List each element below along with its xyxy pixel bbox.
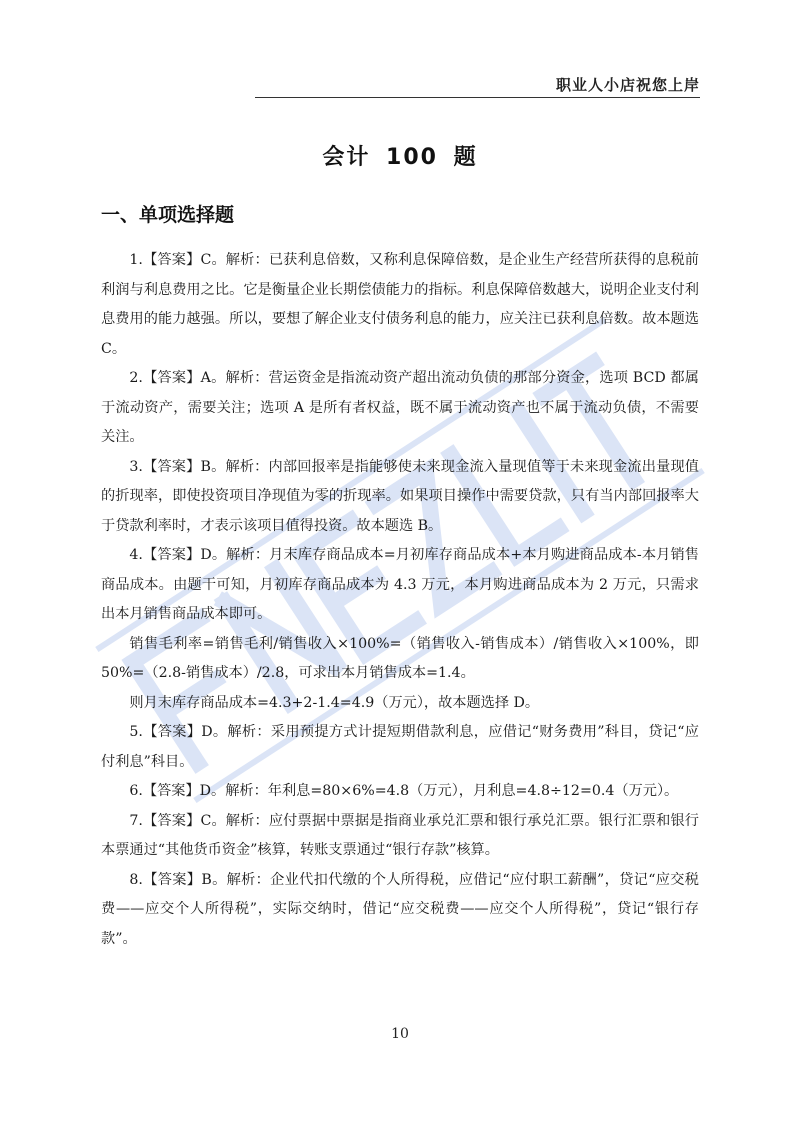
answer-paragraph-4: 4.【答案】D。解析：月末库存商品成本=月初库存商品成本+本月购进商品成本-本月销售商品成本。由题干可知，月初库存商品成本为 4.3 万元，本月购进商品成本为 2 万元，只需求出本月销售商品成本即可。 xyxy=(101,547,699,622)
header-rule xyxy=(255,97,700,98)
document-title: 会计 100 题 xyxy=(322,145,478,170)
answer-paragraph-4-formula: 销售毛利率=销售毛利/销售收入×100%=（销售收入-销售成本）/销售收入×100%，即 50%=（2.8-销售成本）/2.8，可求出本月销售成本=1.4。 xyxy=(101,635,699,681)
answer-paragraph-4-conclusion: 则月末库存商品成本=4.3+2-1.4=4.9（万元），故本题选择 D。 xyxy=(129,694,540,711)
answer-content xyxy=(101,246,699,954)
answer-paragraph-8: 8.【答案】B。解析：企业代扣代缴的个人所得税，应借记“应付职工薪酬”，贷记“应交税费——应交个人所得税”，实际交纳时，借记“应交税费——应交个人所得税”，贷记“银行存款”。 xyxy=(101,871,699,947)
answer-paragraph-3: 3.【答案】B。解析：内部回报率是指能够使未来现金流入量现值等于未来现金流出量现值的折现率，即使投资项目净现值为零的折现率。如果项目操作中需要贷款，只有当内部回报率大于贷款利率时，才表示该项目值得投资。故本题选 B。 xyxy=(101,458,699,534)
answer-paragraph-1: 1.【答案】C。解析：已获利息倍数，又称利息保障倍数，是企业生产经营所获得的息税前利润与利息费用之比。它是衡量企业长期偿债能力的指标。利息保障倍数越大，说明企业支付利息费用的能力越强。所以，要想了解企业支付债务利息的能力，应关注已获利息倍数。故本题选 C。 xyxy=(101,252,699,357)
answer-paragraph-2: 2.【答案】A。解析：营运资金是指流动资产超出流动负债的那部分资金，选项 BCD 都属于流动资产，需要关注；选项 A 是所有者权益，既不属于流动资产也不属于流动负债，不需要关注。 xyxy=(101,370,699,445)
answer-paragraph-6: 6.【答案】D。解析：年利息=80×6%=4.8（万元），月利息=4.8÷12=0.4（万元）。 xyxy=(129,783,679,799)
answer-paragraph-5: 5.【答案】D。解析：采用预提方式计提短期借款利息，应借记“财务费用”科目，贷记“应付利息”科目。 xyxy=(101,724,699,770)
header-text: 职业人小店祝您上岸 xyxy=(555,76,700,94)
answer-paragraph-7: 7.【答案】C。解析：应付票据中票据是指商业承兑汇票和银行承兑汇票。银行汇票和银行本票通过“其他货币资金”核算，转账支票通过“银行存款”核算。 xyxy=(101,812,699,858)
section-title: 一、单项选择题 xyxy=(101,204,235,226)
page-number: 10 xyxy=(391,1026,409,1042)
